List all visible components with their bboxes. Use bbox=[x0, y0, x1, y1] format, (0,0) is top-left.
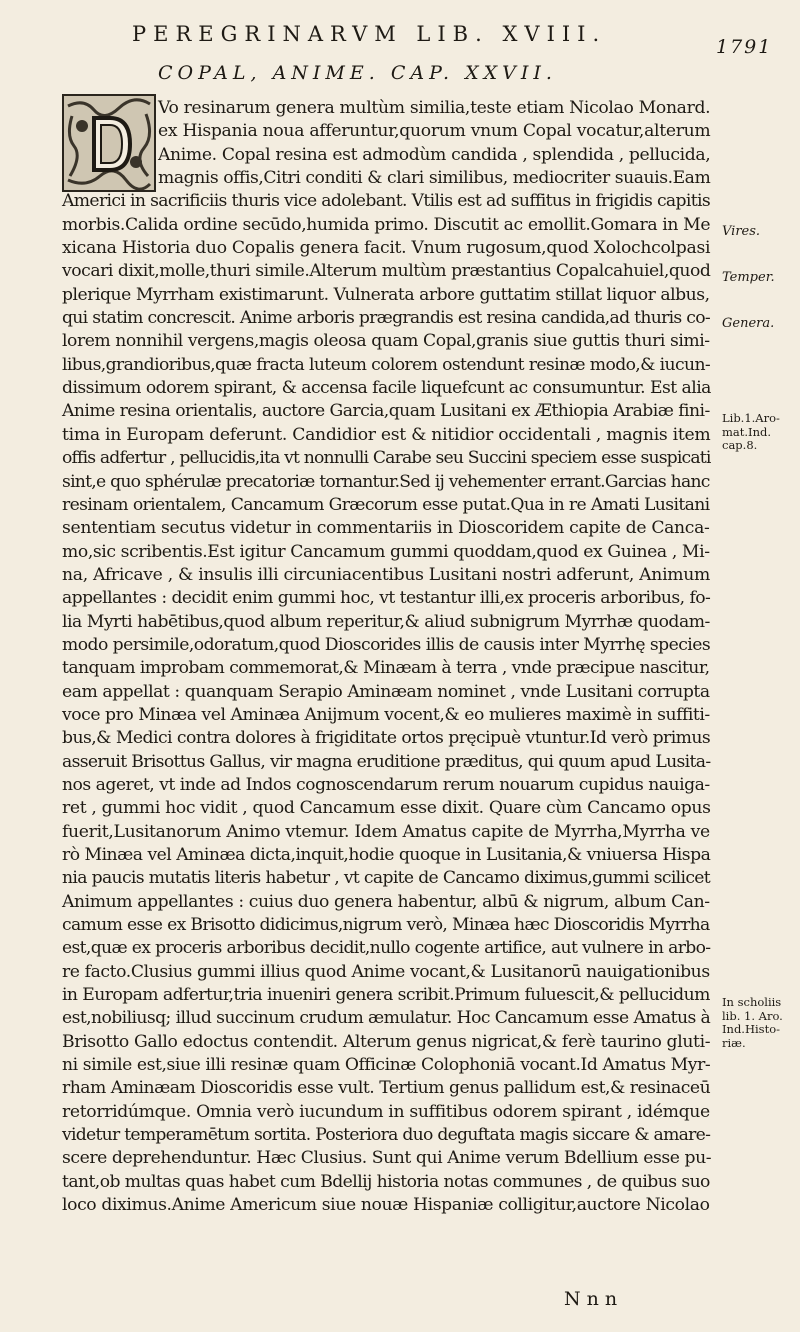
text-line: resinam orientalem, Cancamum Græcorum esse putat.Qua in re Amati Lusitani bbox=[62, 494, 710, 515]
text-line: sententiam secutus videtur in commentariis in Dioscoridem capite de Canca- bbox=[62, 518, 710, 539]
running-head: PEREGRINARVM LIB. XVIII. bbox=[132, 22, 607, 46]
page-number: 1791 bbox=[716, 36, 773, 58]
margin-note-genera: Genera. bbox=[722, 316, 775, 331]
text-line: scere deprehenduntur. Hæc Clusius. Sunt qui Anime verum Bdellium esse pu- bbox=[62, 1148, 712, 1169]
text-line: vocari dixit,molle,thuri simile.Alterum multùm præstantius Copalcahuiel,quod bbox=[62, 261, 711, 282]
text-line: dissimum odorem spirant, & accensa facile liquefcunt ac consumuntur. Est alia bbox=[62, 378, 711, 399]
text-line: nos ageret, vt inde ad Indos cognoscendarum rerum nouarum cupidus nauiga- bbox=[62, 774, 710, 795]
text-line: appellantes : decidit enim gummi hoc, vt testantur illi,ex proceris arboribus, fo- bbox=[62, 588, 711, 609]
text-line: xicana Historia duo Copalis genera facit. Vnum rugosum,quod Xolochcolpasi bbox=[62, 238, 711, 259]
text-line: lorem nonnihil vergens,magis oleosa quam Copal,granis siue guttis thuri simi- bbox=[62, 331, 710, 352]
text-line: camum esse ex Brisotto didicimus,nigrum verò, Minæa hæc Dioscoridis Myrrha bbox=[62, 915, 710, 936]
text-line: libus,grandioribus,quæ fracta luteum colorem ostendunt resinæ modo,& iucun- bbox=[62, 354, 711, 375]
text-line: qui statim concrescit. Anime arboris prægrandis est resina candida,ad thuris co- bbox=[62, 308, 710, 329]
text-line: rò Minæa vel Aminæa dicta,inquit,hodie quoque in Lusitania,& vniuersa Hispa bbox=[62, 845, 711, 865]
text-line: eam appellat : quanquam Serapio Aminæam nominet , vnde Lusitani corrupta bbox=[62, 681, 710, 702]
text-line: tanquam improbam commemorat,& Minæam à terra , vnde præcipue nascitur, bbox=[62, 658, 710, 679]
margin-note-in-scholiis: In scholiis lib. 1. Aro. Ind.Histo- riæ. bbox=[722, 995, 783, 1050]
text-line: ni simile est,siue illi resinæ quam Officinæ Colophoniā vocant.Id Amatus Myr- bbox=[62, 1055, 711, 1076]
margin-note-vires: Vires. bbox=[722, 224, 761, 239]
body-text bbox=[62, 97, 710, 1218]
text-line: in Europam adfertur,tria inueniri genera scribit.Primum fuluescit,& pellucidum bbox=[62, 985, 710, 1006]
margin-note-temper: Temper. bbox=[722, 270, 775, 285]
text-line: re facto.Clusius gummi illius quod Anime vocant,& Lusitanorū nauigationibus bbox=[62, 961, 710, 982]
text-line: morbis.Calida ordine secūdo,humida primo. Discutit ac emollit.Gomara in Me bbox=[62, 214, 711, 235]
text-line: nia paucis mutatis literis habetur , vt capite de Cancamo diximus,gummi scilicet bbox=[62, 868, 711, 889]
text-line: Animum appellantes : cuius duo genera habentur, albū & nigrum, album Can- bbox=[62, 891, 710, 912]
text-line: retorridúmque. Omnia verò iucundum in suffitibus odorem spirant , idémque bbox=[62, 1101, 710, 1122]
text-line: na, Africave , & insulis illi circuniacentibus Lusitani nostri adferunt, Animum bbox=[62, 564, 711, 585]
text-line: sint,e quo sphérulæ precatoriæ tornantur.Sed ij vehementer errant.Garcias hanc bbox=[62, 471, 710, 492]
text-line: bus,& Medici contra dolores à frigiditate ortos pręcipuè vtuntur.Id verò primus bbox=[62, 728, 711, 749]
text-line: modo persimile,odoratum,quod Dioscorides illis de causis inter Myrrhę species bbox=[62, 634, 711, 655]
chapter-heading: COPAL, ANIME. CAP. XXVII. bbox=[158, 62, 557, 84]
text-line: tima in Europam deferunt. Candidior est & nitidior occidentali , magnis item bbox=[62, 424, 711, 445]
text-line: fuerit,Lusitanorum Animo vtemur. Idem Amatus capite de Myrrha,Myrrha ve bbox=[62, 821, 710, 842]
text-line: Americi in sacrificiis thuris vice adolebant. Vtilis est ad suffitus in frigidis capitis bbox=[62, 191, 711, 212]
text-line: asseruit Brisottus Gallus, vir magna eruditione præditus, qui quum apud Lusita- bbox=[62, 751, 711, 772]
text-line: Anime. Copal resina est admodùm candida , splendida , pellucida, bbox=[158, 144, 711, 165]
text-line: loco diximus.Anime Americum siue nouæ Hispaniæ colligitur,auctore Nicolao bbox=[62, 1195, 710, 1216]
text-line: magnis offis,Citri conditi & clari similibus, mediocriter suauis.Eam bbox=[158, 168, 711, 189]
text-line: est,quæ ex proceris arboribus decidit,nullo cogente artifice, aut vulnere in arbo- bbox=[62, 938, 711, 959]
text-line: offis adfertur , pellucidis,ita vt nonnulli Carabe seu Succini speciem esse suspicati bbox=[62, 448, 711, 469]
text-line: voce pro Minæa vel Aminæa Anijmum vocent,& eo mulieres maximè in suffiti- bbox=[62, 704, 710, 725]
text-line: est,nobiliusq; illud succinum crudum æmulatur. Hoc Cancamum esse Amatus à bbox=[62, 1008, 711, 1029]
text-line: ex Hispania noua afferuntur,quorum vnum Copal vocatur,alterum bbox=[158, 121, 711, 142]
text-line: plerique Myrrham existimarunt. Vulnerata arbore guttatim stillat liquor albus, bbox=[62, 284, 710, 305]
text-line: Brisotto Gallo edoctus contendit. Alterum genus nigricat,& ferè taurino gluti- bbox=[62, 1031, 711, 1052]
text-line: tant,ob multas quas habet cum Bdellij historia notas communes , de quibus suo bbox=[62, 1171, 710, 1192]
text-line: mo,sic scribentis.Est igitur Cancamum gummi quoddam,quod ex Guinea , Mi- bbox=[62, 541, 710, 562]
text-line: videtur temperamētum sortita. Posteriora duo deguftata magis siccare & amare- bbox=[62, 1125, 711, 1146]
text-line: lia Myrti habētibus,quod album reperitur,& aliud subnigrum Myrrhæ quodam- bbox=[62, 611, 710, 632]
text-line: Vo resinarum genera multùm similia,teste etiam Nicolao Monard. bbox=[158, 98, 711, 118]
text-line: Anime resina orientalis, auctore Garcia,quam Lusitani ex Æthiopia Arabiæ fini- bbox=[62, 401, 710, 422]
signature-mark: Nnn bbox=[564, 1288, 624, 1310]
text-line: ret , gummi hoc vidit , quod Cancamum esse dixit. Quare cùm Cancamo opus bbox=[62, 798, 711, 819]
text-line: rham Aminæam Dioscoridis esse vult. Tertium genus pallidum est,& resinaceū bbox=[62, 1078, 711, 1099]
margin-note-lib-aromat: Lib.1.Aro- mat.Ind. cap.8. bbox=[722, 411, 780, 452]
